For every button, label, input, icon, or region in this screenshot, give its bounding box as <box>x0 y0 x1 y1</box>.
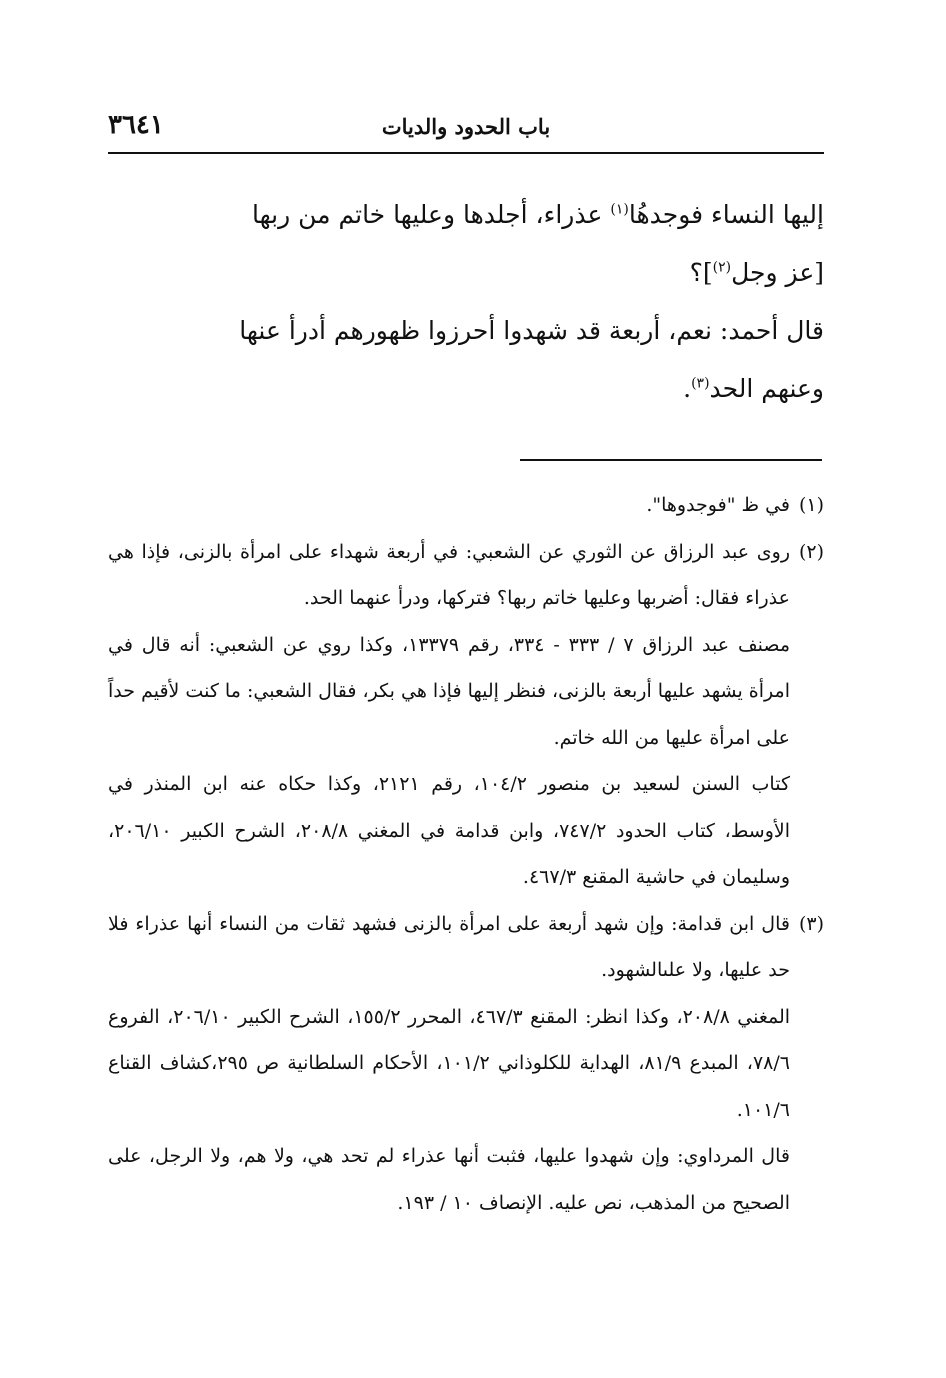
body-text-segment: وعنهم الحد <box>709 374 824 403</box>
footnote-3-citation: المغني ٢٠٨/٨، وكذا انظر: المقنع ٤٦٧/٣، المحرر ١٥٥/٢، الشرح الكبير ٢٠٦/١٠، الفروع ٧٨/٦، المبدع ٨١/٩، الهداية للكلوذاني ١٠١/٢، الأحكام السلطانية ص ٢٩٥،كشاف القناع ١٠١/٦. <box>108 1005 791 1121</box>
page-header <box>108 108 824 154</box>
footnote-1 <box>108 482 824 529</box>
footnote-ref-3[interactable]: (٣) <box>691 375 710 392</box>
footnote-3-citation: قال المرداوي: وإن شهدوا عليها، فثبت أنها عذراء لم تحد هي، ولا هم، ولا الرجل، على الصحيح من المذهب، نص عليه. الإنصاف ١٠ / ١٩٣. <box>108 1145 790 1214</box>
running-title: باب الحدود والديات <box>381 114 551 139</box>
footnote-text: روى عبد الرزاق عن الثوري عن الشعبي: في أربعة شهداء على امرأة بالزنى، فإذا هي عذراء فقال: أضربها وعليها خاتم ربها؟ فتركها، ودرأ عنهما الحد. <box>108 540 790 609</box>
main-text <box>108 186 824 418</box>
footnote-2-citation: كتاب السنن لسعيد بن منصور ١٠٤/٢، رقم ٢١٢١، وكذا حكاه عنه ابن المنذر في الأوسط، كتاب الحدود ٧٤٧/٢، وابن قدامة في المغني ٢٠٨/٨، الشرح الكبير ٢٠٦/١٠، وسليمان في حاشية المقنع ٤٦٧/٣. <box>108 773 790 888</box>
footnote-number: (٣) <box>798 912 824 935</box>
footnote-3 <box>108 901 824 994</box>
footnote-number: (٢) <box>798 540 824 563</box>
footnote-ref-2[interactable]: (٢) <box>712 259 732 276</box>
footnote-2 <box>108 529 824 622</box>
body-paragraph-1 <box>108 186 824 302</box>
body-text-segment: [عز وجل <box>731 258 824 287</box>
footnotes <box>108 482 824 1226</box>
body-text-segment: عذراء، أجلدها وعليها خاتم من ربها <box>251 200 611 229</box>
footnote-number: (١) <box>798 494 824 516</box>
body-text-segment: إليها النساء فوجدهُا <box>628 200 824 229</box>
body-paragraph-2 <box>108 302 824 418</box>
footnote-2-citation: مصنف عبد الرزاق ٧ / ٣٣٣ - ٣٣٤، رقم ١٣٣٧٩، وكذا روي عن الشعبي: أنه قال في امرأة يشهد عليها أربعة بالزنى، فنظر إليها فإذا هي بكر، فقال الشعبي: ما كنت لأقيم حداً على امرأة عليها من الله خاتم. <box>108 633 790 749</box>
footnote-text: قال ابن قدامة: وإن شهد أربعة على امرأة بالزنى فشهد ثقات من النساء أنها عذراء فلا حد عليها، ولا علىالشهود. <box>108 912 790 981</box>
body-text-segment: ]؟ <box>689 258 713 287</box>
footnote-text: في ظ "فوجدوها". <box>646 494 790 516</box>
body-text-segment: قال أحمد: نعم، أربعة قد شهدوا أحرزوا ظهورهم أدرأ عنها <box>239 316 824 345</box>
body-text-segment: . <box>683 374 692 403</box>
footnote-ref-1[interactable]: (١) <box>610 201 629 218</box>
page-number: ٣٦٤١ <box>108 110 164 140</box>
footnote-separator <box>520 459 822 461</box>
